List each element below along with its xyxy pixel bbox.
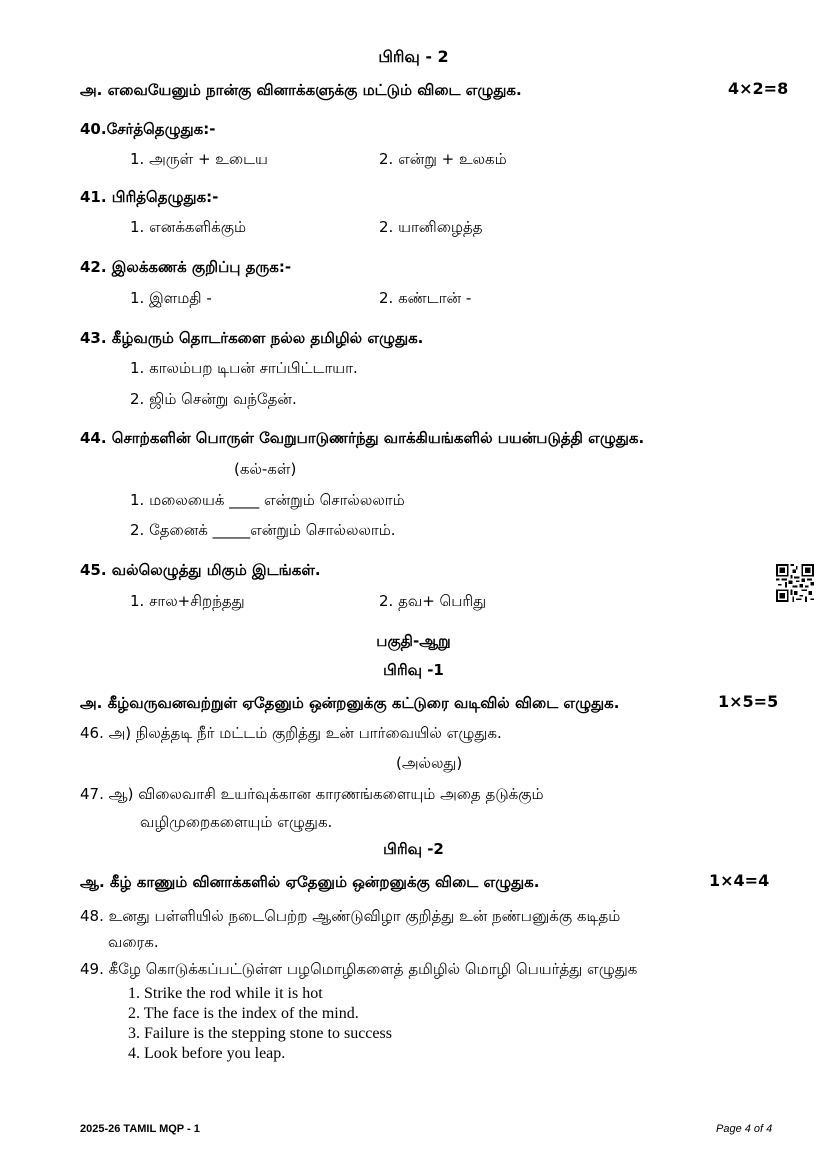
q45-title: 45. வல்லெழுத்து மிகும் இடங்கள்.	[80, 561, 321, 579]
q42-title: 42. இலக்கணக் குறிப்பு தருக:-	[80, 258, 292, 276]
q44-title: 44. சொற்களின் பொருள் வேறுபாடுணர்ந்து வாக்கியங்களில் பயன்படுத்தி எழுதுக.	[80, 429, 645, 447]
q40-title: 40.சேர்த்தெழுதுக:-	[80, 120, 216, 138]
q44-pair: (கல்-கள்)	[234, 460, 297, 478]
q42-option-2: 2. கண்டான் -	[379, 289, 472, 307]
footer-left: 2025-26 TAMIL MQP - 1	[80, 1123, 200, 1135]
q43-title: 43. கீழ்வரும் தொடர்களை நல்ல தமிழில் எழுதுக.	[80, 329, 424, 347]
proverb-4: 4. Look before you leap.	[128, 1045, 286, 1062]
part-6-section-1-instruction: அ. கீழ்வருவனவற்றுள் ஏதேனும் ஒன்றனுக்கு கட்டுரை வடிவில் விடை எழுதுக.	[80, 694, 620, 712]
q40-option-1: 1. அருள் + உடைய	[130, 150, 268, 168]
q44-item-1: 1. மலையைக் ____ என்றும் சொல்லலாம்	[130, 491, 405, 509]
q43-item-2: 2. ஜிம் சென்று வந்தேன்.	[130, 390, 297, 408]
section-2-marks: 4×2=8	[728, 79, 789, 98]
q48-text-line-2: வரைக.	[108, 933, 159, 951]
proverb-1: 1. Strike the rod while it is hot	[128, 985, 323, 1002]
section-2-title: பிரிவு - 2	[378, 47, 449, 66]
q49-text: 49. கீழே கொடுக்கப்பட்டுள்ள பழமொழிகளைத் தமிழில் மொழி பெயர்த்து எழுதுக	[80, 960, 638, 978]
q42-option-1: 1. இளமதி -	[130, 289, 212, 307]
q45-option-2: 2. தவ+ பெரிது	[379, 592, 487, 610]
part-6-section-2-marks: 1×4=4	[709, 871, 770, 890]
part-6-section-2-title: பிரிவு -2	[383, 840, 444, 858]
footer-page-number: Page 4 of 4	[716, 1123, 773, 1135]
proverb-2: 2. The face is the index of the mind.	[128, 1005, 359, 1022]
part-6-section-1-title: பிரிவு -1	[383, 661, 444, 679]
q45-option-1: 1. சால+சிறந்தது	[130, 592, 245, 610]
q41-title: 41. பிரித்தெழுதுக:-	[80, 188, 219, 206]
q44-item-2: 2. தேனைக் _____என்றும் சொல்லலாம்.	[130, 521, 396, 539]
q40-option-2: 2. என்று + உலகம்	[379, 150, 507, 168]
part-6-title: பகுதி-ஆறு	[376, 632, 451, 650]
q43-item-1: 1. காலம்பற டிபன் சாப்பிட்டாயா.	[130, 359, 358, 377]
or-separator: (அல்லது)	[396, 754, 463, 772]
q46-text: 46. அ) நிலத்தடி நீர் மட்டம் குறித்து உன் பார்வையில் எழுதுக.	[80, 724, 502, 742]
proverb-3: 3. Failure is the stepping stone to success	[128, 1025, 392, 1042]
part-6-section-1-marks: 1×5=5	[718, 692, 779, 711]
q47-text-line-1: 47. ஆ) விலைவாசி உயர்வுக்கான காரணங்களையும் அதை தடுக்கும்	[80, 785, 544, 803]
part-6-section-2-instruction: ஆ. கீழ் காணும் வினாக்களில் ஏதேனும் ஒன்றனுக்கு விடை எழுதுக.	[80, 873, 540, 891]
section-2-instruction: அ. எவையேனும் நான்கு வினாக்களுக்கு மட்டும் விடை எழுதுக.	[80, 81, 522, 99]
qr-code-icon	[776, 564, 814, 602]
q48-text-line-1: 48. உனது பள்ளியில் நடைபெற்ற ஆண்டுவிழா குறித்து உன் நண்பனுக்கு கடிதம்	[80, 907, 621, 925]
q41-option-2: 2. யானிழைத்த	[379, 218, 483, 236]
q41-option-1: 1. எனக்களிக்கும்	[130, 218, 247, 236]
q47-text-line-2: வழிமுறைகளையும் எழுதுக.	[140, 813, 333, 831]
